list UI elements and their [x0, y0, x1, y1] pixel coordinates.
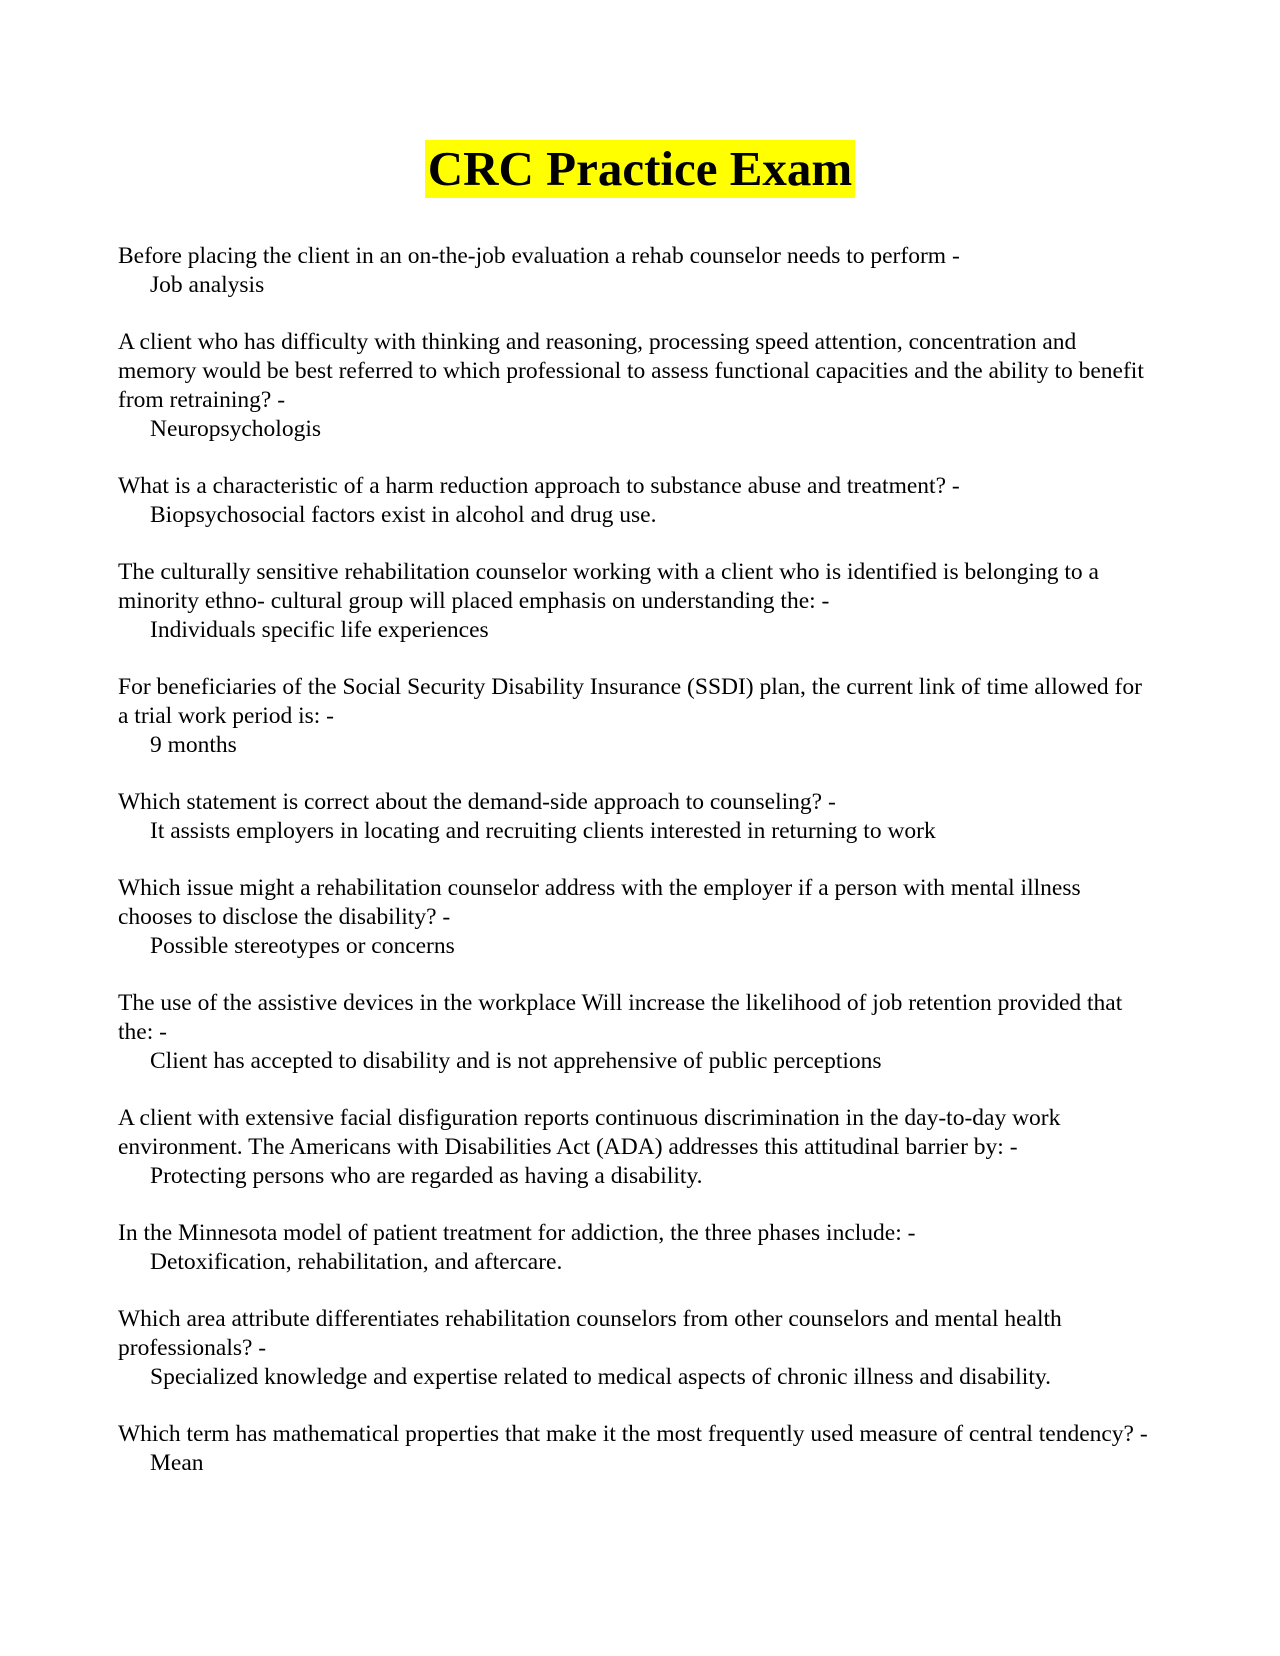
- qa-item: [118, 1305, 1148, 1392]
- answer-text: Mean: [150, 1450, 204, 1476]
- qa-item: [118, 1104, 1148, 1191]
- question-text: Which term has mathematical properties that make it the most frequently used measure of central tendency? -: [118, 1421, 1148, 1447]
- answer-text: Neuropsychologis: [150, 416, 322, 442]
- qa-item: [118, 673, 1148, 760]
- answer-text: 9 months: [150, 732, 237, 758]
- question-text: Which area attribute differentiates rehabilitation counselors from other counselors and mental health professionals? -: [118, 1306, 1062, 1361]
- qa-item: [118, 1420, 1148, 1478]
- qa-item: [118, 472, 1148, 530]
- qa-item: [118, 558, 1148, 645]
- qa-item: [118, 1219, 1148, 1277]
- question-text: The culturally sensitive rehabilitation counselor working with a client who is identified is belonging to a minority ethno- cultural group will placed emphasis on understanding the: -: [118, 559, 1099, 614]
- qa-item: [118, 788, 1148, 846]
- answer-text: Individuals specific life experiences: [150, 617, 489, 643]
- qa-item: [118, 328, 1148, 444]
- answer-text: Job analysis: [150, 272, 265, 298]
- title-container: [0, 140, 1280, 198]
- answer-text: Protecting persons who are regarded as having a disability.: [150, 1163, 703, 1189]
- question-text: Before placing the client in an on-the-job evaluation a rehab counselor needs to perform -: [118, 243, 960, 269]
- question-text: A client who has difficulty with thinking and reasoning, processing speed attention, concentration and memory would be best referred to which professional to assess functional capacities and the ability to benefit from retraining? -: [118, 329, 1144, 413]
- question-text: In the Minnesota model of patient treatment for addiction, the three phases include: -: [118, 1220, 916, 1246]
- answer-text: Specialized knowledge and expertise related to medical aspects of chronic illness and disability.: [150, 1364, 1051, 1390]
- qa-list: [118, 242, 1148, 1506]
- question-text: The use of the assistive devices in the workplace Will increase the likelihood of job retention provided that the: -: [118, 990, 1123, 1045]
- question-text: For beneficiaries of the Social Security Disability Insurance (SSDI) plan, the current link of time allowed for a trial work period is: -: [118, 674, 1142, 729]
- answer-text: It assists employers in locating and recruiting clients interested in returning to work: [150, 818, 936, 844]
- answer-text: Detoxification, rehabilitation, and aftercare.: [150, 1249, 563, 1275]
- qa-item: [118, 874, 1148, 961]
- answer-text: Biopsychosocial factors exist in alcohol and drug use.: [150, 502, 657, 528]
- question-text: What is a characteristic of a harm reduction approach to substance abuse and treatment? -: [118, 473, 960, 499]
- answer-text: Possible stereotypes or concerns: [150, 933, 455, 959]
- qa-item: [118, 989, 1148, 1076]
- qa-item: [118, 242, 1148, 300]
- page-title: CRC Practice Exam: [425, 140, 856, 198]
- question-text: A client with extensive facial disfiguration reports continuous discrimination in the day-to-day work environment. The Americans with Disabilities Act (ADA) addresses this attitudinal barrier by: -: [118, 1105, 1061, 1160]
- answer-text: Client has accepted to disability and is not apprehensive of public perceptions: [150, 1048, 882, 1074]
- question-text: Which issue might a rehabilitation counselor address with the employer if a person with mental illness chooses to disclose the disability? -: [118, 875, 1081, 930]
- question-text: Which statement is correct about the demand-side approach to counseling? -: [118, 789, 836, 815]
